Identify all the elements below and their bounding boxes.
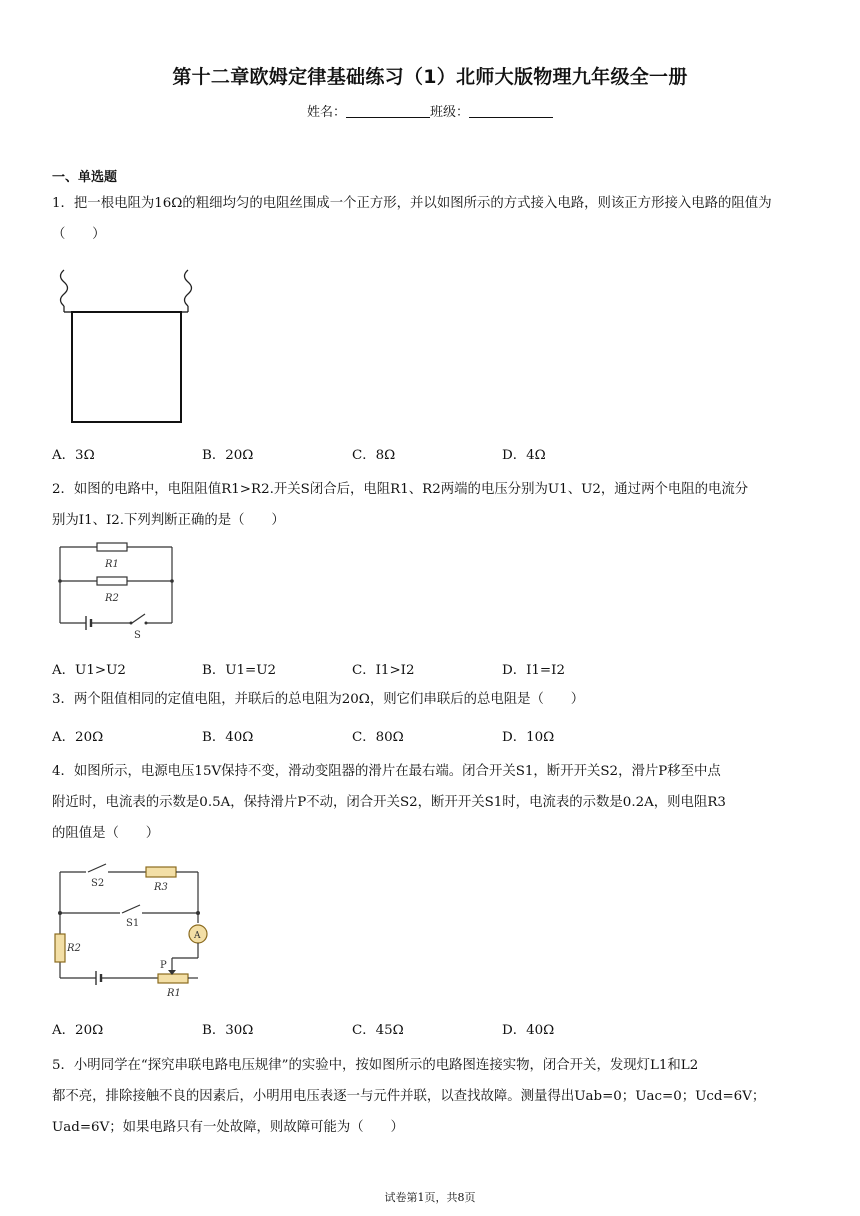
wire-lead-right <box>185 270 192 306</box>
question-2-circuit <box>52 540 182 644</box>
question-2-options <box>52 659 812 679</box>
label-s2: S2 <box>91 878 105 889</box>
wire-lead-left <box>61 270 68 306</box>
option-a[interactable]: A．3Ω <box>52 448 95 463</box>
option-c[interactable]: C．8Ω <box>352 448 396 463</box>
option-a[interactable]: A．U1>U2 <box>52 663 126 678</box>
switch-s2 <box>88 864 106 872</box>
question-4-options <box>52 1019 812 1039</box>
label-r2: R2 <box>105 593 119 604</box>
label-r1: R1 <box>167 988 181 999</box>
name-label: 姓名： <box>306 105 346 120</box>
resistor-r2 <box>97 577 127 585</box>
option-d[interactable]: D．4Ω <box>502 448 546 463</box>
option-a[interactable]: A．20Ω <box>52 730 104 745</box>
resistor-r3 <box>146 867 176 877</box>
switch-s <box>132 614 145 623</box>
question-3-options <box>52 726 812 746</box>
student-info-line <box>0 101 860 120</box>
page-title: 第十二章欧姆定律基础练习（1）北师大版物理九年级全一册 <box>172 66 688 88</box>
option-a[interactable]: A．20Ω <box>52 1023 104 1038</box>
label-r1: R1 <box>105 559 119 570</box>
label-ammeter: A <box>194 931 201 941</box>
question-4-circuit <box>50 858 220 1006</box>
question-1-stem: 1．把一根电阻为16Ω的粗细均匀的电阻丝围成一个正方形，并以如图所示的方式接入电路，则该正方形接入电路的阻值为（ ） <box>52 196 772 242</box>
switch-s1 <box>122 905 140 913</box>
option-d[interactable]: D．10Ω <box>502 730 555 745</box>
label-p: P <box>160 960 167 971</box>
question-4-stem: 4．如图所示，电源电压15V保持不变，滑动变阻器的滑片在最右端。闭合开关S1，断开开关S2，滑片P移至中点 附近时，电流表的示数是0.5A，保持滑片P不动，闭合开关S2，断开开关S1时，电流表的示数是0.2A，则电阻R3 的阻值是（ ） <box>52 764 726 841</box>
question-5-stem: 5．小明同学在“探究串联电路电压规律”的实验中，按如图所示的电路图连接实物，闭合开关，发现灯L1和L2 都不亮，排除接触不良的因素后，小明用电压表逐一与元件并联，以查找故障。测量得出Uab=0；Uac=0；Ucd=6V； Uad=6V；如果电路只有一处故障，则故障可能为（ ） <box>52 1058 766 1135</box>
class-label: 班级： <box>430 105 470 120</box>
label-s: S <box>134 630 141 641</box>
option-d[interactable]: D．I1=I2 <box>502 663 565 678</box>
option-c[interactable]: C．I1>I2 <box>352 663 415 678</box>
resistor-r1 <box>97 543 127 551</box>
option-c[interactable]: C．80Ω <box>352 730 404 745</box>
rheostat-r1 <box>158 974 188 983</box>
question-2-stem: 2．如图的电路中，电阻阻值R1>R2.开关S闭合后，电阻R1、R2两端的电压分别为U1、U2，通过两个电阻的电流分 别为I1、I2.下列判断正确的是（ ） <box>52 482 749 528</box>
question-1-options <box>52 444 812 464</box>
square-resistance-wire <box>72 312 181 422</box>
question-1-diagram <box>52 266 202 436</box>
name-blank <box>346 105 430 118</box>
option-d[interactable]: D．40Ω <box>502 1023 555 1038</box>
label-r2: R2 <box>67 943 81 954</box>
section-title: 一、单选题 <box>52 170 118 185</box>
option-b[interactable]: B．20Ω <box>202 448 254 463</box>
option-c[interactable]: C．45Ω <box>352 1023 404 1038</box>
option-b[interactable]: B．U1=U2 <box>202 663 277 678</box>
option-b[interactable]: B．40Ω <box>202 730 254 745</box>
class-blank <box>469 105 553 118</box>
label-s1: S1 <box>126 918 140 929</box>
label-r3: R3 <box>154 882 168 893</box>
question-3-stem: 3．两个阻值相同的定值电阻，并联后的总电阻为20Ω，则它们串联后的总电阻是（ ） <box>52 692 585 707</box>
option-b[interactable]: B．30Ω <box>202 1023 254 1038</box>
resistor-r2 <box>55 934 65 962</box>
page-footer: 试卷第1页，共8页 <box>384 1191 476 1204</box>
